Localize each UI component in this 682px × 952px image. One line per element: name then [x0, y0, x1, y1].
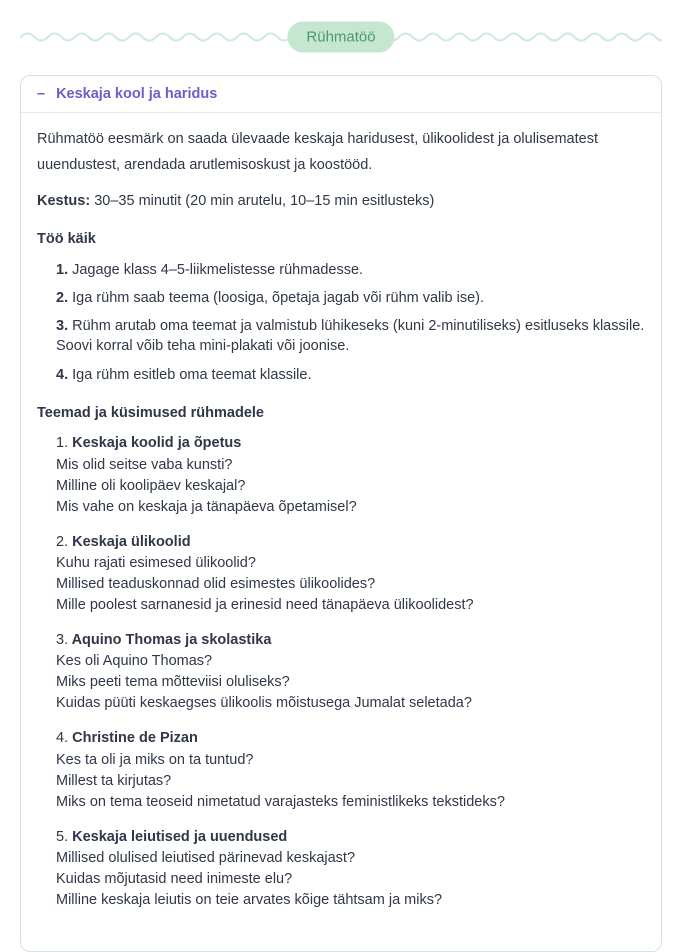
topics-heading: Teemad ja küsimused rühmadele: [37, 405, 264, 422]
topic-title: [56, 532, 645, 552]
duration-value: 30–35 minutit (20 min arutelu, 10–15 min esitlusteks): [90, 193, 435, 210]
topic-section: [56, 630, 645, 713]
topic-section: [56, 827, 645, 910]
topic-question: Miks peeti tema mõtteviisi oluliseks?: [56, 674, 290, 691]
duration-label: Kestus:: [37, 193, 91, 210]
steps-list: [56, 260, 645, 385]
topic-title-text: Aquino Thomas ja skolastika: [68, 631, 272, 648]
duration-line: [37, 188, 645, 214]
step-item: [56, 288, 645, 308]
topic-question: Kuhu rajati esimesed ülikoolid?: [56, 554, 256, 571]
topic-question: Kuidas püüti keskaegses ülikoolis mõistusega Jumalat seletada?: [56, 695, 472, 712]
topic-question: Millised teaduskonnad olid esimestes ülikoolides?: [56, 575, 376, 592]
topic-title: [56, 433, 645, 453]
step-text: Jagage klass 4–5-liikmelistesse rühmadesse.: [68, 261, 364, 278]
step-number: 1.: [56, 261, 69, 278]
topic-question: Kes ta oli ja miks on ta tuntud?: [56, 751, 254, 768]
topic-question: Kuidas mõjutasid need inimeste elu?: [56, 870, 293, 887]
accordion-title: Keskaja kool ja haridus: [56, 86, 218, 102]
topic-number: 1.: [56, 435, 69, 452]
topic-title-text: Keskaja ülikoolid: [68, 533, 191, 550]
step-item: [56, 365, 645, 385]
step-item: [56, 260, 645, 280]
step-text: Iga rühm esitleb oma teemat klassile.: [68, 366, 312, 383]
topic-title-text: Christine de Pizan: [68, 730, 198, 747]
topic-section: [56, 532, 645, 615]
topic-question: Kes oli Aquino Thomas?: [56, 653, 213, 670]
topic-question: Milline keskaja leiutis on teie arvates kõige tähtsam ja miks?: [56, 891, 443, 908]
topic-title-text: Keskaja leiutised ja uuendused: [68, 828, 288, 845]
topic-number: 4.: [56, 730, 69, 747]
step-item: [56, 316, 645, 357]
topic-question: Mis olid seitse vaba kunsti?: [56, 456, 233, 473]
steps-heading: Töö käik: [37, 231, 96, 248]
step-number: 3.: [56, 318, 69, 335]
topic-title: [56, 630, 645, 650]
topic-question: Millised olulised leiutised pärinevad keskajast?: [56, 849, 356, 866]
accordion-body: [21, 113, 661, 951]
accordion-header[interactable]: [21, 76, 661, 113]
topic-title-text: Keskaja koolid ja õpetus: [68, 435, 242, 452]
intro-paragraph: Rühmatöö eesmärk on saada ülevaade keskaja haridusest, ülikoolidest ja olulisematest uuendustest, arendada arutlemisoskust ja koostööd.: [37, 131, 598, 174]
topic-question: Miks on tema teoseid nimetatud varajasteks feministlikeks tekstideks?: [56, 793, 505, 810]
topic-number: 2.: [56, 533, 69, 550]
topic-question: Mis vahe on keskaja ja tänapäeva õpetamisel?: [56, 498, 357, 515]
collapse-minus-icon[interactable]: –: [37, 86, 46, 102]
topic-number: 5.: [56, 828, 69, 845]
step-text: Rühm arutab oma teemat ja valmistub lühikeseks (kuni 2-minutiliseks) esitluseks klassile. Soovi korral võib teha mini-plakati või joonise.: [56, 318, 645, 355]
topic-question: Mille poolest sarnanesid ja erinesid need tänapäeva ülikoolidest?: [56, 596, 474, 613]
section-divider: [20, 20, 662, 54]
topic-number: 3.: [56, 631, 69, 648]
step-text: Iga rühm saab teema (loosiga, õpetaja jagab või rühm valib ise).: [68, 289, 484, 306]
topic-title: [56, 728, 645, 748]
topic-question: Milline oli koolipäev keskajal?: [56, 477, 246, 494]
topic-title: [56, 827, 645, 847]
topic-section: [56, 433, 645, 516]
topic-question: Millest ta kirjutas?: [56, 772, 172, 789]
topic-section: [56, 728, 645, 811]
step-number: 2.: [56, 289, 69, 306]
section-badge: Rühmatöö: [287, 22, 394, 53]
step-number: 4.: [56, 366, 69, 383]
accordion-card: [20, 75, 662, 952]
